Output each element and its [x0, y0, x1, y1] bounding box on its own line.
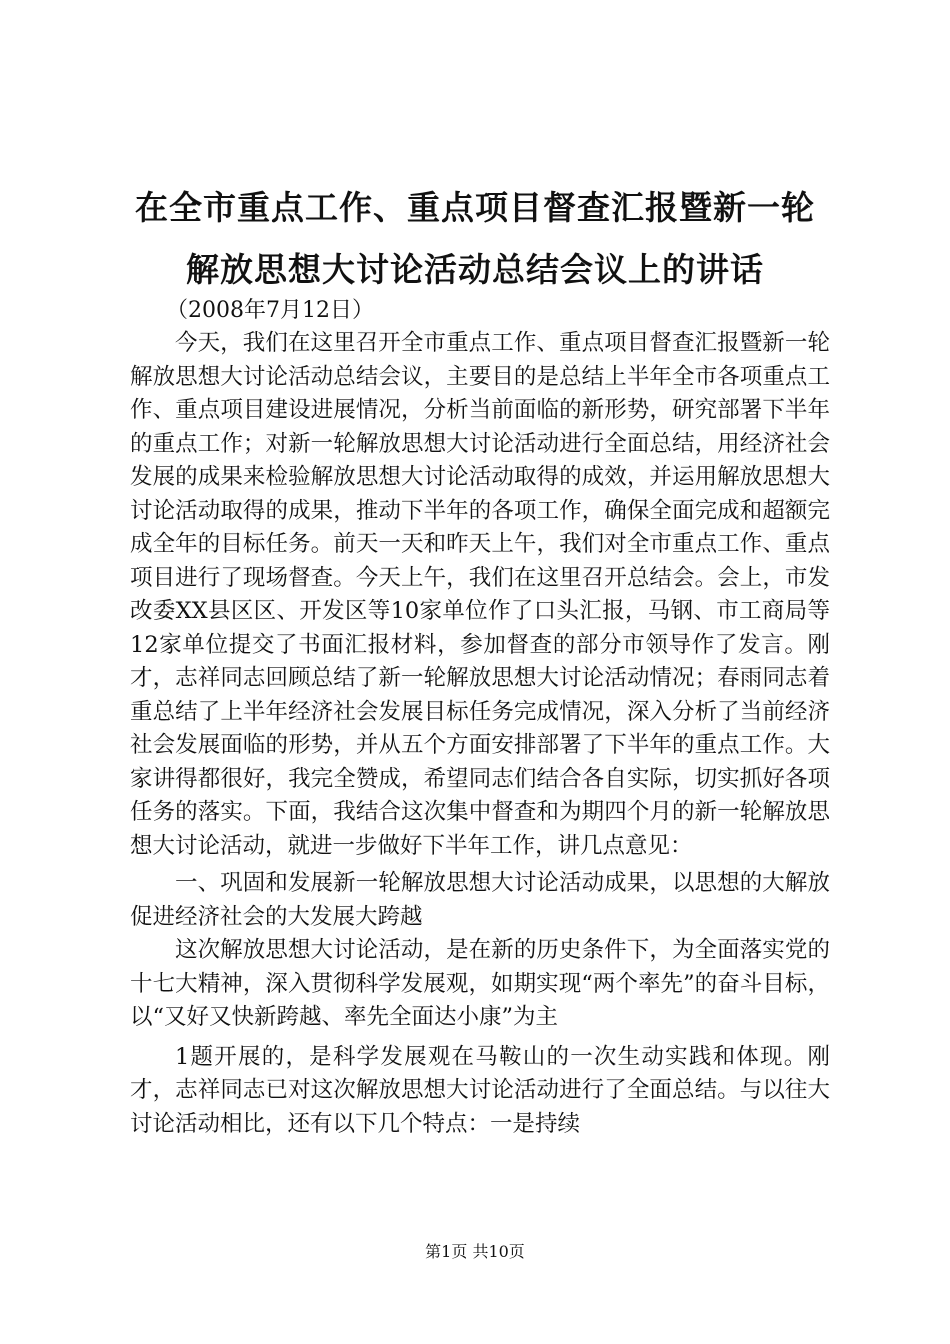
document-title-line-2: 解放思想大讨论活动总结会议上的讲话	[186, 250, 764, 289]
speech-date: （2008年7月12日）	[166, 298, 374, 323]
paragraph-opening: 今天，我们在这里召开全市重点工作、重点项目督查汇报暨新一轮解放思想大讨论活动总结会议，主要目的是总结上半年全市各项重点工作、重点项目建设进展情况，分析当前面临的新形势，研究部署下半年的重点工作；对新一轮解放思想大讨论活动进行全面总结，用经济社会发展的成果来检验解放思想大讨论活动取得的成效，并运用解放思想大讨论活动取得的成果，推动下半年的各项工作，确保全面完成和超额完成全年的目标任务。前天一天和昨天上午，我们对全市重点工作、重点项目进行了现场督查。今天上午，我们在这里召开总结会。会上，市发改委XX县区区、开发区等10家单位作了口头汇报，马钢、市工商局等12家单位提交了书面汇报材料，参加督查的部分市领导作了发言。刚才，志祥同志回顾总结了新一轮解放思想大讨论活动情况；春雨同志着重总结了上半年经济社会发展目标任务完成情况，深入分析了当前经济社会发展面临的形势，并从五个方面安排部署了下半年的重点工作。大家讲得都很好，我完全赞成，希望同志们结合各自实际，切实抓好各项任务的落实。下面，我结合这次集中督查和为期四个月的新一轮解放思想大讨论活动，就进一步做好下半年工作，讲几点意见：	[130, 330, 830, 859]
section-heading-1: 一、巩固和发展新一轮解放思想大讨论活动成果，以思想的大解放促进经济社会的大发展大跨越	[130, 870, 830, 930]
paragraph-continuation: 1题开展的，是科学发展观在马鞍山的一次生动实践和体现。刚才，志祥同志已对这次解放思想大讨论活动进行了全面总结。与以往大讨论活动相比，还有以下几个特点：一是持续	[130, 1043, 830, 1137]
page-number-footer: 第1页 共10页	[425, 1242, 525, 1261]
document-title-line-1: 在全市重点工作、重点项目督查汇报暨新一轮	[135, 188, 815, 227]
body-text	[130, 327, 830, 1141]
paragraph-section-1-intro: 这次解放思想大讨论活动，是在新的历史条件下，为全面落实党的十七大精神，深入贯彻科学发展观，如期实现“两个率先”的奋斗目标，以“又好又快新跨越、率先全面达小康”为主	[130, 937, 830, 1030]
